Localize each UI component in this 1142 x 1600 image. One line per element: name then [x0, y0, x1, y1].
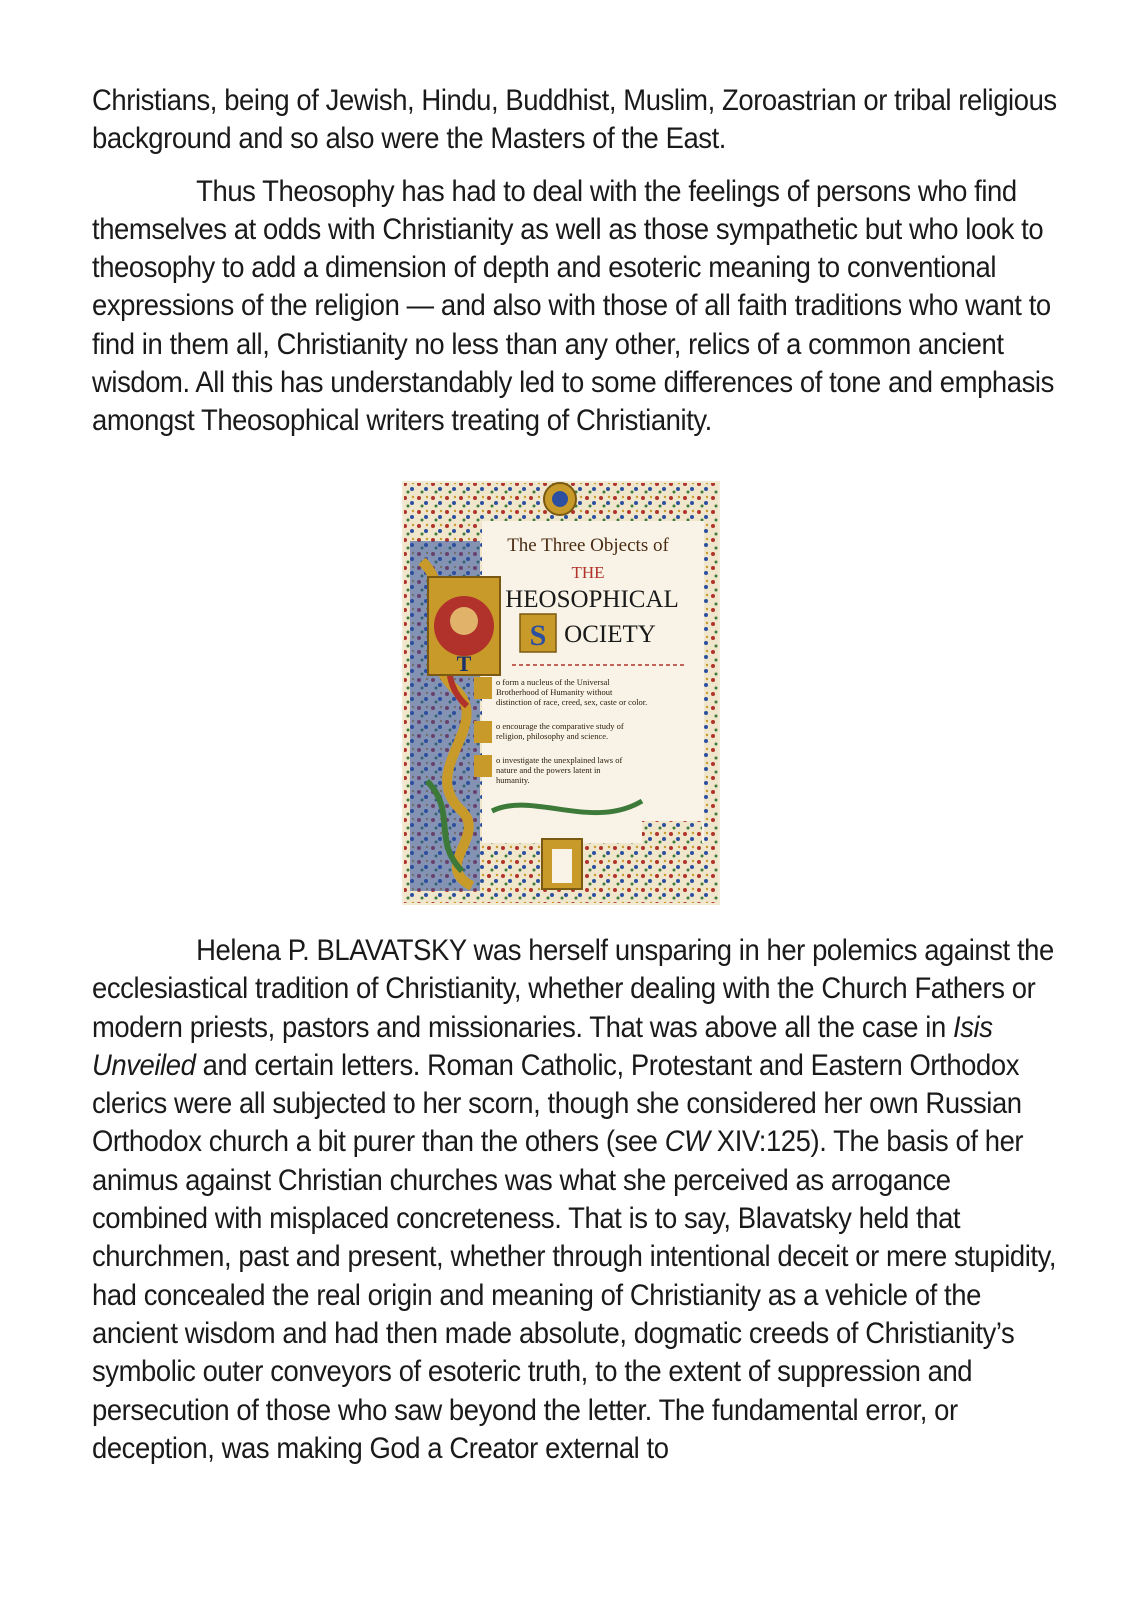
figure-object-2: o encourage the comparative study of religion, philosophy and science.	[496, 721, 624, 741]
figure-initial-s: S	[529, 619, 547, 652]
figure-object-3: o investigate the unexplained laws of nature and the powers latent in humanity.	[496, 755, 623, 785]
blavatsky-text-3: XIV:125). The basis of her animus against Christian churches was what she perceived as arrogance combined with misplaced concreteness. That is to say, Blavatsky held that churchmen, past and present, whether through intentional deceit or mere stupidity, had concealed the real origin and meaning of Christianity as a vehicle of the ancient wisdom and had then made absolute, dogmatic creeds of Christianity’s symbolic outer conveyors of esoteric truth, to the extent of suppression and persecution of those who saw beyond the letter. The fundamental error, or deception, was making God a Creator external to	[92, 1125, 1057, 1465]
figure-title-line1: The Three Objects of	[507, 535, 669, 556]
figure-title-line2: THE	[571, 563, 605, 582]
illuminated-three-objects-image	[402, 481, 720, 905]
figure-title-line4: OCIETY	[564, 621, 656, 648]
paragraph-blavatsky	[92, 932, 1062, 1468]
blavatsky-text-1: Helena P. BLAVATSKY was herself unsparing in her polemics against the ecclesiastical tradition of Christianity, whether dealing with the Church Fathers or modern priests, pastors and missionaries. That was above all the case in	[92, 934, 1054, 1044]
paragraph-theosophy-christianity: Thus Theosophy has had to deal with the feelings of persons who find themselves at odds with Christianity as well as those sympathetic but who look to theosophy to add a dimension of depth and esoteric meaning to conventional expressions of the religion — and also with those of all faith traditions who want to find in them all, Christianity no less than any other, relics of a common ancient wisdom. All this has understandably led to some differences of tone and emphasis amongst Theosophical writers treating of Christianity.	[92, 174, 1054, 438]
paragraph-continuation: Christians, being of Jewish, Hindu, Buddhist, Muslim, Zoroastrian or tribal religious background and so also were the Masters of the East.	[92, 84, 1057, 156]
figure-title-line3: HEOSOPHICAL	[505, 586, 679, 613]
page-body	[92, 82, 1062, 441]
blavatsky-text-2: and certain letters. Roman Catholic, Protestant and Eastern Orthodox clerics were all subjected to her scorn, though she considered her own Russian Orthodox church a bit purer than the others (see	[92, 1048, 1022, 1159]
isis-unveiled-title: Isis Unveiled	[92, 1010, 993, 1082]
figure-object-1: o form a nucleus of the Universal Brotherhood of Humanity without distinction of race, creed, sex, caste or color.	[496, 677, 648, 707]
cw-abbreviation: CW	[664, 1125, 710, 1159]
svg-text:T: T	[456, 651, 472, 676]
